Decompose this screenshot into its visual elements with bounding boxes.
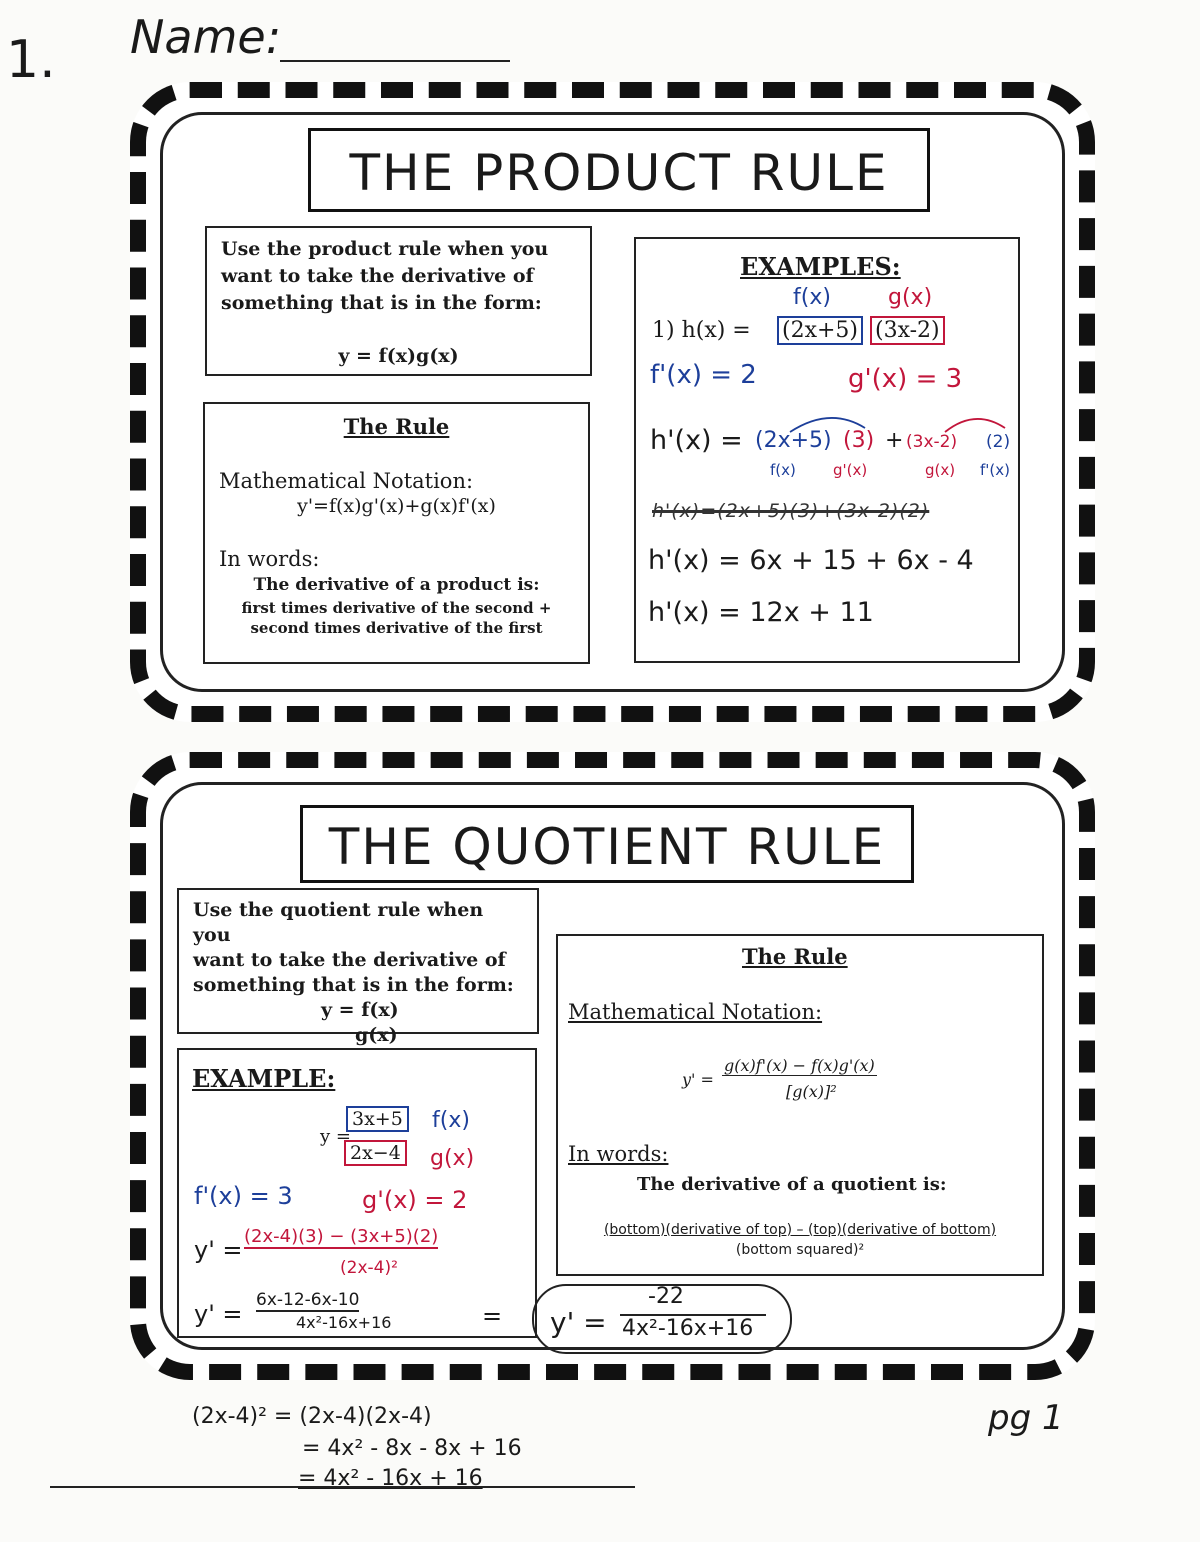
example-step1-den: (2x-4)² bbox=[340, 1258, 398, 1278]
example-fprime: f'(x) = 3 bbox=[194, 1182, 293, 1210]
quotient-use-box bbox=[177, 888, 539, 1046]
example1-prefix: 1) h(x) = bbox=[652, 318, 751, 343]
product-use-box bbox=[205, 226, 592, 376]
quotient-form-top: y = f(x) bbox=[321, 999, 399, 1021]
example-fx-tag: f(x) bbox=[432, 1108, 470, 1133]
quotient-words1: The derivative of a quotient is: bbox=[637, 1174, 947, 1195]
product-words3: second times derivative of the first bbox=[250, 619, 543, 637]
quotient-formula-den: [g(x)]² bbox=[786, 1082, 837, 1101]
label-f: f(x) bbox=[770, 461, 796, 479]
example-step2-num: 6x-12-6x-10 bbox=[256, 1290, 360, 1310]
answer-yprime: y' = bbox=[550, 1306, 607, 1339]
term1a: (2x+5) bbox=[755, 428, 832, 453]
hprime-label: h'(x) = bbox=[650, 425, 743, 456]
product-step2: h'(x) = 12x + 11 bbox=[648, 597, 874, 628]
answer-den: 4x²-16x+16 bbox=[622, 1316, 754, 1341]
example-y-label: y = bbox=[320, 1126, 351, 1147]
fx-tag: f(x) bbox=[793, 285, 831, 310]
example-den-boxed: 2x−4 bbox=[344, 1140, 407, 1166]
example-step1-num: (2x-4)(3) − (3x+5)(2) bbox=[244, 1226, 439, 1247]
product-words2: first times derivative of the second + bbox=[241, 599, 552, 617]
footnote-rule bbox=[50, 1486, 635, 1488]
product-notation: y'=f(x)g'(x)+g(x)f'(x) bbox=[297, 495, 496, 517]
quotient-example-heading: EXAMPLE: bbox=[192, 1064, 336, 1093]
product-use-line2: want to take the derivative of bbox=[221, 265, 534, 287]
product-step1: h'(x) = 6x + 15 + 6x - 4 bbox=[648, 545, 974, 576]
example-yprime-1: y' = bbox=[194, 1236, 243, 1264]
term2a: (3x-2) bbox=[906, 432, 958, 452]
quotient-words-label: In words: bbox=[568, 1142, 669, 1166]
quotient-form-bot: g(x) bbox=[355, 1024, 398, 1046]
product-rule-box bbox=[203, 402, 590, 664]
example-num-boxed: 3x+5 bbox=[346, 1106, 409, 1132]
factor2-boxed: (3x-2) bbox=[870, 316, 945, 345]
quotient-rule-title: THE QUOTIENT RULE bbox=[300, 805, 914, 883]
product-use-line1: Use the product rule when you bbox=[221, 238, 549, 260]
example-equals: = bbox=[482, 1302, 503, 1330]
quotient-formula-num: g(x)f'(x) − f(x)g'(x) bbox=[724, 1056, 875, 1075]
label-gprime: g'(x) bbox=[833, 461, 868, 479]
answer-num: -22 bbox=[648, 1284, 684, 1309]
product-rule-heading: The Rule bbox=[343, 414, 450, 439]
page-mark: pg 1 bbox=[988, 1398, 1064, 1438]
footnote-line1: (2x-4)² = (2x-4)(2x-4) bbox=[192, 1404, 432, 1429]
plus-sign: + bbox=[885, 428, 904, 453]
name-line[interactable] bbox=[280, 60, 510, 62]
product-use-line3: something that is in the form: bbox=[221, 292, 542, 314]
example-gx-tag: g(x) bbox=[430, 1146, 475, 1171]
quotient-rule-heading: The Rule bbox=[742, 944, 848, 969]
label-g: g(x) bbox=[925, 461, 956, 479]
product-words1: The derivative of a product is: bbox=[253, 575, 540, 595]
quotient-use-line1: Use the quotient rule when you bbox=[193, 899, 484, 946]
quotient-words-den: (bottom squared)² bbox=[735, 1242, 865, 1258]
footnote-line3: = 4x² - 16x + 16 bbox=[298, 1466, 483, 1491]
quotient-words-num: (bottom)(derivative of top) – (top)(derivative of bottom) bbox=[603, 1222, 997, 1238]
term2b: (2) bbox=[986, 432, 1011, 452]
term1b: (3) bbox=[843, 428, 875, 453]
quotient-use-line3: something that is in the form: bbox=[193, 974, 514, 996]
example-yprime-2: y' = bbox=[194, 1300, 243, 1328]
factor1-boxed: (2x+5) bbox=[777, 316, 863, 345]
quotient-use-line2: want to take the derivative of bbox=[193, 949, 506, 971]
label-fprime: f'(x) bbox=[980, 461, 1010, 479]
footnote-line2: = 4x² - 8x - 8x + 16 bbox=[302, 1436, 522, 1461]
fprime-value: f'(x) = 2 bbox=[650, 360, 757, 390]
name-label: Name: bbox=[130, 10, 282, 64]
product-form: y = f(x)g(x) bbox=[338, 345, 459, 367]
product-rule-title: THE PRODUCT RULE bbox=[308, 128, 930, 212]
scribbled-line: h'(x)=(2x+5)(3)+(3x-2)(2) bbox=[652, 500, 930, 522]
product-notation-label: Mathematical Notation: bbox=[219, 469, 474, 493]
product-words-label: In words: bbox=[219, 547, 320, 571]
quotient-notation-label: Mathematical Notation: bbox=[568, 1000, 823, 1024]
gx-tag: g(x) bbox=[888, 285, 933, 310]
quotient-y-prefix: y' = bbox=[682, 1070, 714, 1089]
problem-number: 1. bbox=[6, 30, 56, 90]
product-arrows bbox=[770, 410, 1030, 440]
example-step2-den: 4x²-16x+16 bbox=[296, 1313, 392, 1332]
product-examples-heading: EXAMPLES: bbox=[740, 252, 901, 281]
example-gprime: g'(x) = 2 bbox=[362, 1186, 468, 1214]
gprime-value: g'(x) = 3 bbox=[848, 364, 963, 394]
